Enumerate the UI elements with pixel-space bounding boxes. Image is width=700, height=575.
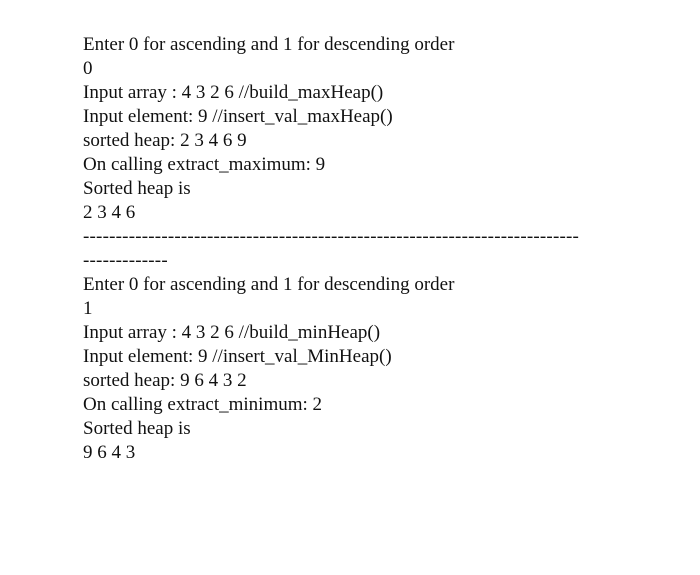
separator-line-short: ------------- — [83, 250, 168, 271]
sorted-heap-line: sorted heap: 2 3 4 6 9 — [83, 130, 247, 151]
sorted-heap-values-line: 9 6 4 3 — [83, 442, 136, 463]
console-output-document — [83, 33, 663, 465]
order-choice-line: 0 — [83, 58, 93, 79]
extract-result-line: On calling extract_minimum: 2 — [83, 394, 323, 415]
separator-line-long: ---------------------------------------------------------------------------- — [83, 226, 580, 247]
order-prompt-line: Enter 0 for ascending and 1 for descending order — [83, 274, 455, 295]
input-array-line: Input array : 4 3 2 6 //build_maxHeap() — [83, 82, 384, 103]
descending-run-output — [83, 273, 663, 465]
separator — [83, 225, 663, 273]
input-element-line: Input element: 9 //insert_val_MinHeap() — [83, 346, 392, 367]
extract-result-line: On calling extract_maximum: 9 — [83, 154, 326, 175]
sorted-heap-label-line: Sorted heap is — [83, 418, 191, 439]
input-array-line: Input array : 4 3 2 6 //build_minHeap() — [83, 322, 381, 343]
sorted-heap-label-line: Sorted heap is — [83, 178, 191, 199]
ascending-run-output — [83, 33, 663, 225]
order-prompt-line: Enter 0 for ascending and 1 for descending order — [83, 34, 455, 55]
input-element-line: Input element: 9 //insert_val_maxHeap() — [83, 106, 393, 127]
order-choice-line: 1 — [83, 298, 93, 319]
sorted-heap-line: sorted heap: 9 6 4 3 2 — [83, 370, 247, 391]
sorted-heap-values-line: 2 3 4 6 — [83, 202, 136, 223]
